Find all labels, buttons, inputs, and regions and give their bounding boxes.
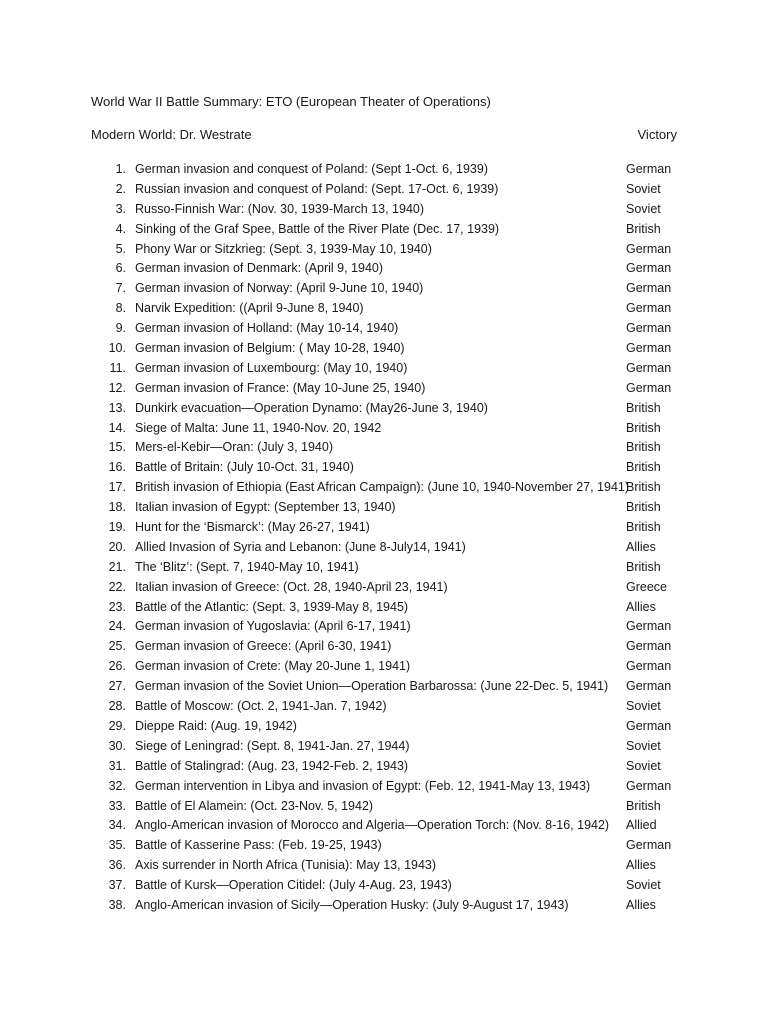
- battle-victor: Soviet: [626, 738, 661, 753]
- battle-name: German invasion of the Soviet Union—Operation Barbarossa: (June 22-Dec. 5, 1941): [135, 679, 609, 694]
- battle-victor: British: [626, 798, 661, 813]
- battle-victor: German: [626, 301, 672, 316]
- battle-name: Anglo-American invasion of Sicily—Operation Husky: (July 9-August 17, 1943): [135, 897, 569, 912]
- battle-number: 13.: [108, 400, 126, 415]
- battle-victor: British: [626, 559, 661, 574]
- battle-number: 16.: [108, 460, 126, 475]
- battle-row: [100, 777, 690, 797]
- battle-row: [100, 359, 690, 379]
- battle-number: 28.: [108, 699, 126, 714]
- battle-name: Anglo-American invasion of Morocco and Algeria—Operation Torch: (Nov. 8-16, 1942): [135, 818, 610, 833]
- battle-row: [100, 279, 690, 299]
- battle-number: 31.: [108, 758, 126, 773]
- battle-row: [100, 737, 690, 757]
- battle-number: 26.: [108, 659, 126, 674]
- battle-victor: British: [626, 440, 661, 455]
- battle-number: 27.: [108, 679, 126, 694]
- battle-number: 8.: [115, 301, 126, 316]
- battle-row: [100, 339, 690, 359]
- battle-row: [100, 240, 690, 260]
- battle-name: German invasion of Norway: (April 9-June 10, 1940): [135, 281, 424, 296]
- battle-name: Allied Invasion of Syria and Lebanon: (June 8-July14, 1941): [135, 539, 466, 554]
- battle-victor: Soviet: [626, 758, 661, 773]
- battle-name: Battle of Kursk—Operation Citidel: (July 4-Aug. 23, 1943): [135, 878, 452, 893]
- battle-victor: German: [626, 281, 672, 296]
- battle-name: Battle of Moscow: (Oct. 2, 1941-Jan. 7, 1942): [135, 699, 387, 714]
- battle-victor: German: [626, 679, 672, 694]
- battle-victor: Soviet: [626, 699, 661, 714]
- battle-number: 37.: [108, 878, 126, 893]
- battle-number: 4.: [115, 221, 126, 236]
- battle-row: [100, 160, 690, 180]
- battle-victor: German: [626, 718, 672, 733]
- battle-name: Sinking of the Graf Spee, Battle of the River Plate (Dec. 17, 1939): [135, 221, 500, 236]
- battle-victor: British: [626, 480, 661, 495]
- battle-name: Italian invasion of Greece: (Oct. 28, 1940-April 23, 1941): [135, 579, 448, 594]
- battle-name: German invasion of Crete: (May 20-June 1, 1941): [135, 659, 411, 674]
- battle-name: German intervention in Libya and invasion of Egypt: (Feb. 12, 1941-May 13, 1943): [135, 778, 591, 793]
- battle-row: [100, 498, 690, 518]
- battle-number: 29.: [108, 718, 126, 733]
- battle-name: Phony War or Sitzkrieg: (Sept. 3, 1939-May 10, 1940): [135, 241, 432, 256]
- battle-number: 30.: [108, 738, 126, 753]
- battle-victor: Allies: [626, 599, 656, 614]
- battle-number: 36.: [108, 858, 126, 873]
- battle-number: 9.: [115, 321, 126, 336]
- battle-number: 3.: [115, 201, 126, 216]
- battle-victor: British: [626, 520, 661, 535]
- battle-victor: German: [626, 659, 672, 674]
- battle-number: 11.: [109, 360, 126, 375]
- battle-row: [100, 379, 690, 399]
- battle-row: [100, 319, 690, 339]
- battle-name: German invasion of Greece: (April 6-30, 1941): [135, 639, 392, 654]
- battle-row: [100, 458, 690, 478]
- battle-victor: British: [626, 460, 661, 475]
- battle-victor: Allies: [626, 858, 656, 873]
- battle-victor: German: [626, 380, 672, 395]
- battle-number: 5.: [115, 241, 126, 256]
- battle-victor: British: [626, 400, 661, 415]
- battle-row: [100, 836, 690, 856]
- battle-row: [100, 717, 690, 737]
- battle-row: [100, 697, 690, 717]
- battle-victor: German: [626, 341, 672, 356]
- battle-name: German invasion of Yugoslavia: (April 6-17, 1941): [135, 619, 411, 634]
- battle-row: [100, 876, 690, 896]
- battle-name: Mers-el-Kebir—Oran: (July 3, 1940): [135, 440, 333, 455]
- battle-victor: German: [626, 619, 672, 634]
- battle-row: [100, 299, 690, 319]
- battle-name: The ‘Blitz’: (Sept. 7, 1940-May 10, 1941): [135, 559, 359, 574]
- battle-number: 32.: [108, 778, 126, 793]
- battle-number: 14.: [108, 420, 126, 435]
- battle-list: [100, 160, 690, 916]
- battle-victor: German: [626, 241, 672, 256]
- battle-row: [100, 538, 690, 558]
- battle-number: 34.: [108, 818, 126, 833]
- battle-name: Russian invasion and conquest of Poland: (Sept. 17-Oct. 6, 1939): [135, 181, 499, 196]
- battle-victor: Allies: [626, 539, 656, 554]
- battle-number: 24.: [108, 619, 126, 634]
- battle-number: 1.: [115, 162, 126, 176]
- battle-number: 17.: [108, 480, 126, 495]
- battle-victor: British: [626, 420, 661, 435]
- battle-row: [100, 816, 690, 836]
- battle-name: Siege of Leningrad: (Sept. 8, 1941-Jan. 27, 1944): [135, 738, 410, 753]
- battle-name: Battle of Stalingrad: (Aug. 23, 1942-Feb. 2, 1943): [135, 758, 409, 773]
- battle-row: [100, 598, 690, 618]
- battle-name: Battle of the Atlantic: (Sept. 3, 1939-May 8, 1945): [135, 599, 409, 614]
- victory-column-header: Victory: [637, 127, 677, 142]
- battle-name: Russo-Finnish War: (Nov. 30, 1939-March 13, 1940): [135, 201, 425, 216]
- course-label: Modern World: Dr. Westrate: [91, 127, 252, 142]
- battle-number: 20.: [108, 539, 126, 554]
- battle-name: German invasion of Denmark: (April 9, 1940): [135, 261, 384, 276]
- battle-name: German invasion of France: (May 10-June 25, 1940): [135, 380, 426, 395]
- battle-name: Dieppe Raid: (Aug. 19, 1942): [135, 718, 297, 733]
- battle-number: 25.: [108, 639, 126, 654]
- battle-number: 22.: [108, 579, 126, 594]
- battle-row: [100, 558, 690, 578]
- document-title: World War II Battle Summary: ETO (European Theater of Operations): [91, 94, 491, 109]
- battle-name: Dunkirk evacuation—Operation Dynamo: (May26-June 3, 1940): [135, 400, 488, 415]
- battle-number: 35.: [108, 838, 126, 853]
- battle-name: Siege of Malta: June 11, 1940-Nov. 20, 1942: [135, 420, 382, 435]
- battle-name: Hunt for the ‘Bismarck’: (May 26-27, 1941): [135, 520, 370, 535]
- battle-victor: Soviet: [626, 201, 661, 216]
- battle-victor: German: [626, 321, 672, 336]
- battle-row: [100, 578, 690, 598]
- battle-victor: Allied: [626, 818, 657, 833]
- battle-name: German invasion of Holland: (May 10-14, 1940): [135, 321, 399, 336]
- battle-number: 19.: [108, 520, 126, 535]
- battle-row: [100, 220, 690, 240]
- battle-name: British invasion of Ethiopia (East African Campaign): (June 10, 1940-November 27, 1941): [135, 480, 630, 495]
- battle-name: Narvik Expedition: ((April 9-June 8, 1940): [135, 301, 364, 316]
- battle-row: [100, 419, 690, 439]
- battle-victor: German: [626, 778, 672, 793]
- battle-row: [100, 797, 690, 817]
- battle-row: [100, 757, 690, 777]
- battle-name: Italian invasion of Egypt: (September 13, 1940): [135, 500, 396, 515]
- battle-row: [100, 856, 690, 876]
- battle-name: Battle of Britain: (July 10-Oct. 31, 1940): [135, 460, 354, 475]
- battle-number: 7.: [115, 281, 126, 296]
- battle-row: [100, 896, 690, 916]
- battle-name: Axis surrender in North Africa (Tunisia): May 13, 1943): [135, 858, 437, 873]
- battle-number: 6.: [115, 261, 126, 276]
- battle-row: [100, 617, 690, 637]
- battle-victor: German: [626, 838, 672, 853]
- battle-name: German invasion of Belgium: ( May 10-28, 1940): [135, 341, 405, 356]
- battle-victor: German: [626, 639, 672, 654]
- battle-row: [100, 657, 690, 677]
- battle-name: Battle of El Alamein: (Oct. 23-Nov. 5, 1942): [135, 798, 374, 813]
- battle-row: [100, 399, 690, 419]
- battle-victor: British: [626, 221, 661, 236]
- battle-number: 18.: [108, 500, 126, 515]
- battle-row: [100, 180, 690, 200]
- battle-victor: Soviet: [626, 878, 661, 893]
- battle-victor: Greece: [626, 579, 667, 594]
- battle-row: [100, 200, 690, 220]
- battle-number: 15.: [108, 440, 126, 455]
- battle-number: 33.: [108, 798, 126, 813]
- battle-name: German invasion and conquest of Poland: (Sept 1-Oct. 6, 1939): [135, 162, 488, 176]
- battle-number: 2.: [115, 181, 126, 196]
- battle-number: 10.: [108, 341, 126, 356]
- battle-row: [100, 518, 690, 538]
- battle-row: [100, 259, 690, 279]
- battle-victor: German: [626, 360, 672, 375]
- battle-number: 38.: [108, 897, 126, 912]
- battle-victor: British: [626, 500, 661, 515]
- battle-number: 12.: [108, 380, 126, 395]
- battle-name: Battle of Kasserine Pass: (Feb. 19-25, 1943): [135, 838, 382, 853]
- battle-victor: German: [626, 162, 672, 176]
- battle-victor: Soviet: [626, 181, 661, 196]
- battle-victor: German: [626, 261, 672, 276]
- battle-number: 23.: [108, 599, 126, 614]
- battle-row: [100, 637, 690, 657]
- battle-row: [100, 478, 690, 498]
- battle-row: [100, 677, 690, 697]
- document-subheader: [91, 126, 677, 144]
- battle-name: German invasion of Luxembourg: (May 10, 1940): [135, 360, 408, 375]
- battle-number: 21.: [108, 559, 126, 574]
- battle-victor: Allies: [626, 897, 656, 912]
- battle-row: [100, 438, 690, 458]
